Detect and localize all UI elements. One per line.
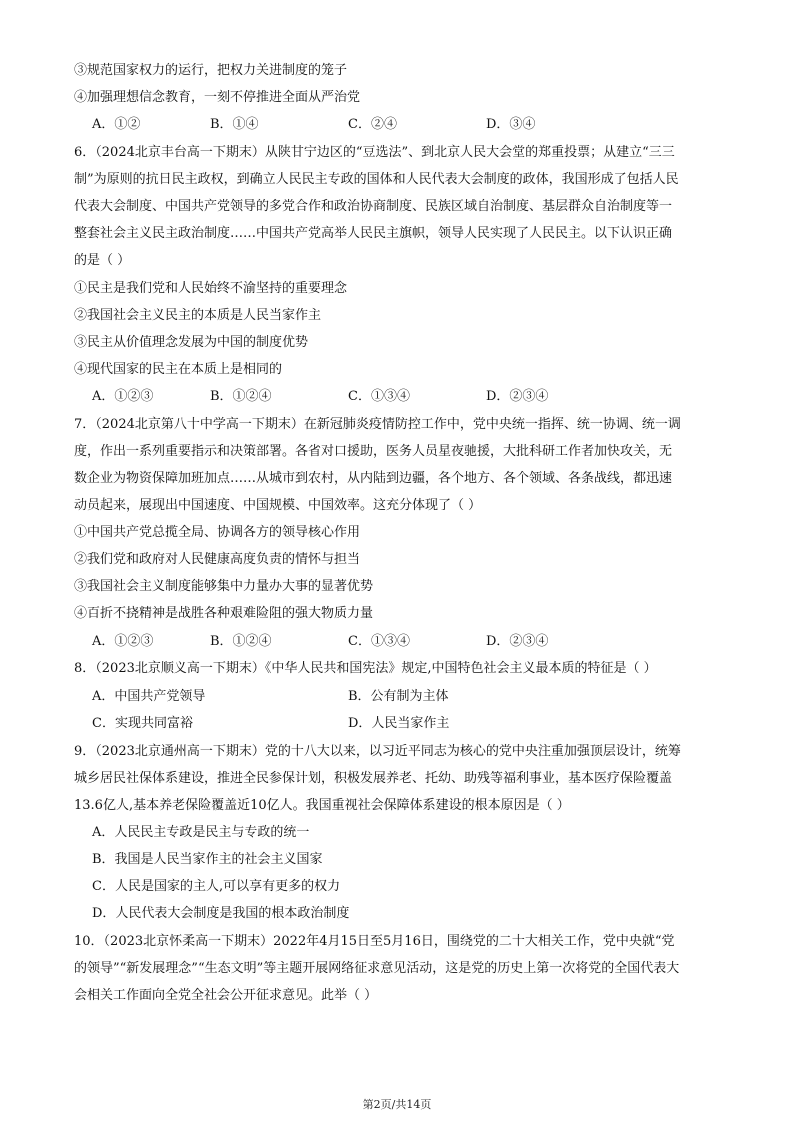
q6-statement-4: ④现代国家的民主在本质上是相同的 [74, 362, 283, 377]
q7-option-a: A．①②③ [92, 634, 154, 649]
q10-stem-line-2: 的领导”“新发展理念”“生态文明”等主题开展网络征求意见活动，这是党的历史上第一次将党的全国代表大 [74, 961, 680, 976]
q6-statement-1: ①民主是我们党和人民始终不渝坚持的重要理念 [74, 281, 348, 296]
page-number-footer: 第2页/共14页 [362, 1098, 432, 1111]
q7-option-b: B．①②④ [210, 634, 272, 649]
q5-statement-4: ④加强理想信念教育，一刻不停推进全面从严治党 [74, 90, 361, 105]
q9-option-c: C．人民是国家的主人,可以享有更多的权力 [92, 879, 341, 894]
q7-statement-4: ④百折不挠精神是战胜各种艰难险阻的强大物质力量 [74, 606, 374, 621]
q7-option-c: C．①③④ [348, 634, 410, 649]
q9-stem-line-3: 13.6亿人,基本养老保险覆盖近10亿人。我国重视社会保障体系建设的根本原因是（ ） [74, 798, 570, 813]
q7-statement-3: ③我国社会主义制度能够集中力量办大事的显著优势 [74, 579, 374, 594]
q10-stem-line-1: 10．（2023北京怀柔高一下期末）2022年4月15日至5月16日，围绕党的二十大相关工作，党中央就“党 [74, 934, 675, 949]
q6-stem-line-5: 的是（ ） [74, 253, 131, 268]
q9-stem-line-1: 9．（2023北京通州高一下期末）党的十八大以来，以习近平同志为核心的党中央注重加强顶层设计，统筹 [74, 744, 681, 759]
q10-stem-line-3: 会相关工作面向全党全社会公开征求意见。此举（ ） [74, 988, 378, 1003]
q7-statement-2: ②我们党和政府对人民健康高度负责的情怀与担当 [74, 552, 361, 567]
q6-stem-line-3: 代表大会制度、中国共产党领导的多党合作和政治协商制度、民族区域自治制度、基层群众自治制度等一 [74, 199, 673, 214]
q7-option-d: D．②③④ [486, 634, 549, 649]
q6-option-c: C．①③④ [348, 389, 410, 404]
q6-option-a: A．①②③ [92, 389, 154, 404]
q6-options [92, 388, 612, 406]
q8-option-c: C．实现共同富裕 [92, 716, 193, 731]
q5-option-c: C．②④ [348, 117, 397, 132]
q6-stem-line-4: 整套社会主义民主政治制度……中国共产党高举人民民主旗帜，领导人民实现了人民民主。以下认识正确 [74, 226, 673, 241]
q5-option-b: B．①④ [210, 117, 259, 132]
q6-stem-line-2: 制”为原则的抗日民主政权，到确立人民民主专政的国体和人民代表大会制度的政体，我国形成了包括人民 [74, 172, 679, 187]
q7-stem-line-1: 7．（2024北京第八十中学高一下期末）在新冠肺炎疫情防控工作中，党中央统一指挥、统一协调、统一调 [74, 417, 681, 432]
q6-statement-2: ②我国社会主义民主的本质是人民当家作主 [74, 308, 322, 323]
q6-option-b: B．①②④ [210, 389, 272, 404]
q8-options-row-2 [92, 715, 512, 733]
q8-stem-line-1: 8．（2023北京顺义高一下期末）《中华人民共和国宪法》规定,中国特色社会主义最本质的特征是（ ） [74, 661, 657, 676]
q5-options [92, 116, 612, 134]
q8-option-b: B．公有制为主体 [348, 689, 449, 704]
q8-option-d: D．人民当家作主 [348, 716, 450, 731]
q9-stem-line-2: 城乡居民社保体系建设，推进全民参保计划，积极发展养老、托幼、助残等福利事业，基本医疗保险覆盖 [74, 771, 673, 786]
q8-options-row-1 [92, 688, 512, 706]
q5-option-d: D．③④ [486, 117, 536, 132]
q7-options [92, 633, 612, 651]
q5-statement-3: ③规范国家权力的运行，把权力关进制度的笼子 [74, 63, 348, 78]
q5-option-a: A．①② [92, 117, 141, 132]
q7-stem-line-3: 数企业为物资保障加班加点……从城市到农村，从内陆到边疆，各个地方、各个领域、各条战线，都迅速 [74, 471, 673, 486]
q9-option-d: D．人民代表大会制度是我国的根本政治制度 [92, 906, 350, 921]
q9-option-b: B．我国是人民当家作主的社会主义国家 [92, 852, 323, 867]
q7-stem-line-2: 度，作出一系列重要指示和决策部署。各省对口援助，医务人员星夜驰援，大批科研工作者加快攻关，无 [74, 444, 673, 459]
q6-option-d: D．②③④ [486, 389, 549, 404]
q6-statement-3: ③民主从价值理念发展为中国的制度优势 [74, 335, 309, 350]
q7-stem-line-4: 动员起来，展现出中国速度、中国规模、中国效率。这充分体现了（ ） [74, 498, 482, 513]
q7-statement-1: ①中国共产党总揽全局、协调各方的领导核心作用 [74, 525, 361, 540]
q9-option-a: A．人民民主专政是民主与专政的统一 [92, 825, 310, 840]
q8-option-a: A．中国共产党领导 [92, 689, 206, 704]
q6-stem-line-1: 6．（2024北京丰台高一下期末）从陕甘宁边区的“豆选法”、到北京人民大会堂的郑重投票；从建立“三三 [74, 145, 675, 160]
